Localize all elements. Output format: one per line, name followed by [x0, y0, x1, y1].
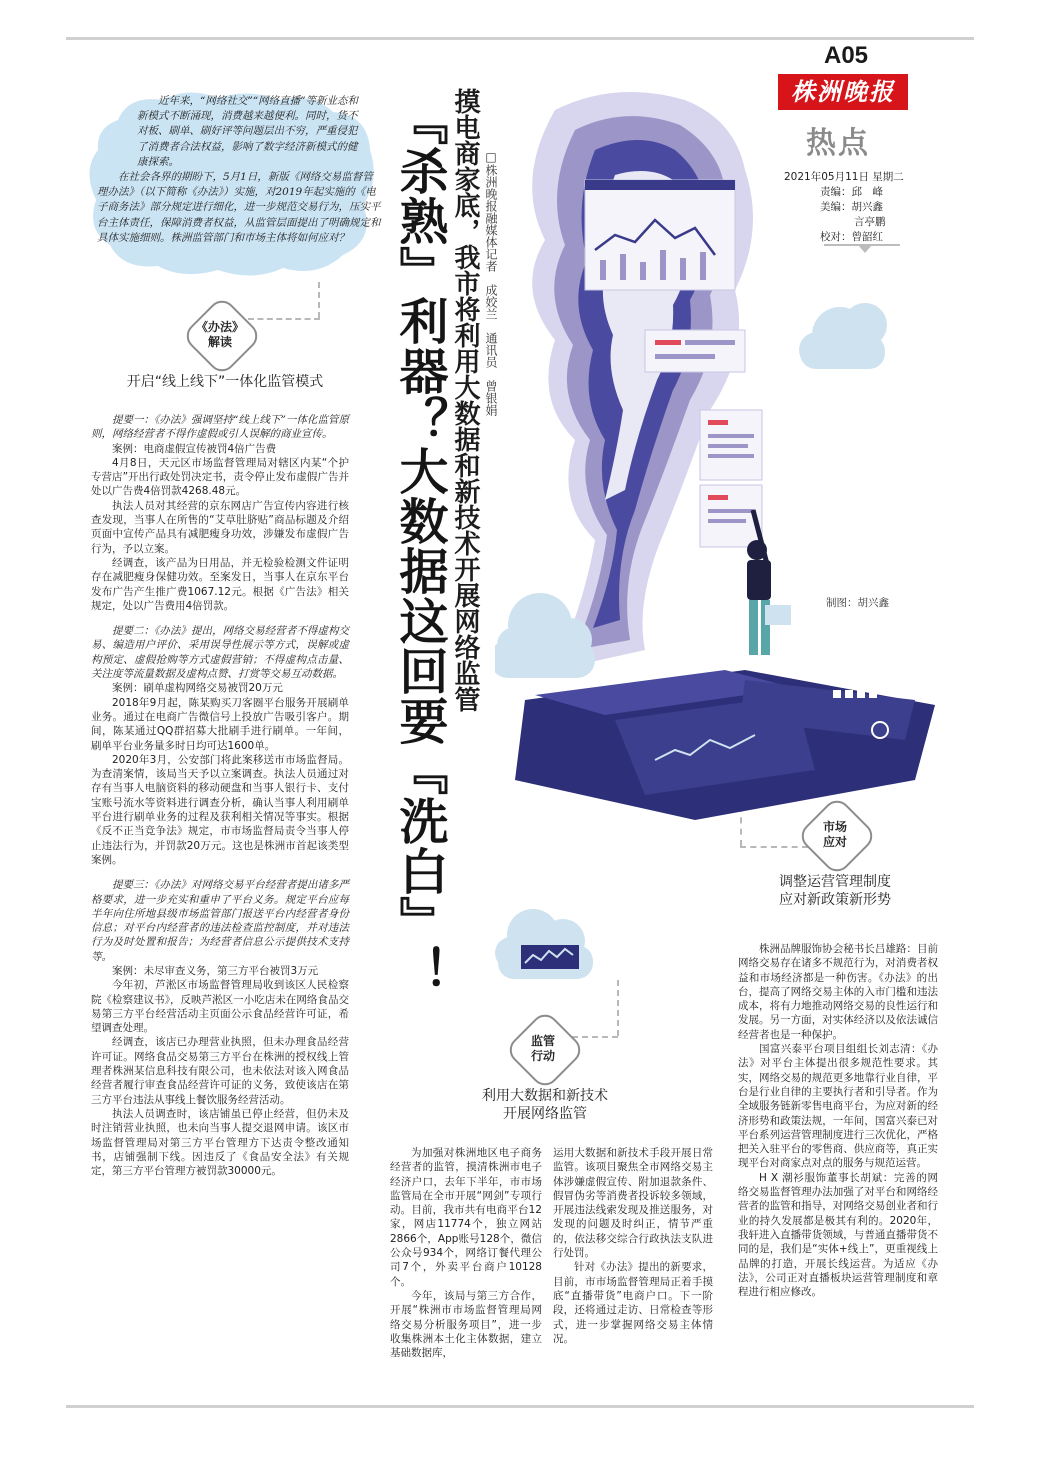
section-tag-label: 市场 应对 — [822, 820, 847, 849]
proofreader: 校对：曾韶红 — [820, 231, 883, 243]
page-number: A05 — [823, 42, 869, 69]
section-heading: 利用大数据和新技术 开展网络监管 — [482, 1088, 608, 1122]
connector-line — [248, 318, 320, 320]
subheadline: 摸电商家底，我市将利用大数据和新技术开展网络监管 — [450, 88, 480, 712]
editor: 责编：邱 峰 — [820, 186, 883, 198]
paragraph: 今年初，芦淞区市场监督管理局收到该区人民检察院《检察建议书》，反映芦淞区一小吃店未在网络食品交易第三方平台经营活动主页面公示食品经营许可证，希望调查处理。 — [91, 979, 349, 1035]
section-body-regulatory-action-col1 — [390, 1146, 542, 1360]
byline: □株洲晚报融媒体记者 成姣兰 通讯员 曾银娟 — [484, 150, 498, 416]
top-rule — [66, 37, 974, 40]
section-title: 热点 — [806, 126, 870, 161]
data-cloud-icon — [493, 905, 603, 985]
edition-date: 2021年05月11日 星期二 — [784, 171, 904, 183]
section-body-market-response — [738, 942, 938, 1299]
masthead-logo: 株洲晚报 — [778, 74, 908, 110]
paragraph: 提要二：《办法》提出，网络交易经营者不得虚构交易、编造用户评价、采用误导性展示等方式，误解或虚构预定、虚假抢购等方式虚假营销；不得虚构点击量、关注度等流量数据及虚构点赞、打赏等交易互动数据。 — [91, 625, 349, 681]
paragraph: 4月8日，天元区市场监督管理局对辖区内某“个护专营店”开出行政处罚决定书，责令停止发布虚假广告并处以广告费4倍罚款4268.48元。 — [91, 456, 349, 498]
section-heading: 开启“线上线下”一体化监管模式 — [126, 374, 324, 390]
designers: 美编：胡兴鑫 — [820, 201, 883, 213]
paragraph: 2020年3月，公安部门将此案移送市市场监督局。为查清案情，该局当天予以立案调查。执法人员通过对存有当事人电脑资料的移动硬盘和当事人银行卡、支付宝账号流水等资料进行调查分析，确认当事人利用刷单平台进行刷单业务的过程及获利相关情况等事实。根据《反不正当竞争法》规定，市市场监督局责令当事人停止违法行为，并罚款20万元。这也是株洲市首起该类型案例。 — [91, 753, 349, 866]
intro-paragraph: 在社会各界的期盼下，5月1日，新版《网络交易监督管理办法》（以下简称《办法》）实施，对2019年起实施的《电子商务法》部分规定进行细化，进一步规范交易行为，压实平台主体责任，保障消费者权益，从监管层面提出了明确规定和具体实施细则。株洲监管部门和市场主体将如何应对？ — [97, 171, 381, 244]
intro-paragraph: 近年来，“网络社交”“网络直播”等新业态和新模式不断涌现，消费越来越便利。同时，货不对板、刷单、刷好评等问题层出不穷，严重侵犯了消费者合法权益，影响了数字经济新模式的健康探索。 — [137, 95, 358, 168]
paragraph: 案例：未尽审查义务，第三方平台被罚3万元 — [112, 964, 319, 977]
section-tag-label: 监管 行动 — [530, 1034, 555, 1063]
section-heading: 调整运营管理制度 应对新政策新形势 — [779, 874, 891, 908]
illustration-credit: 制图：胡兴鑫 — [826, 597, 889, 609]
paragraph: 提要三：《办法》对网络交易平台经营者提出诸多严格要求，进一步充实和重申了平台义务。规定平台应每半年向住所地县级市场监管部门报送平台内经营者身份信息；对平台内经营者的违法检查监控制度，并对违法行为及时处置和报告；为经营者信息公示提供技术支持等。 — [91, 879, 349, 963]
paragraph: H X 潮衫服饰董事长胡斌：完善的网络交易监督管理办法加强了对平台和网络经营者的监管和指导，对网络交易创业者和行业的持久发展都是极其有利的。2020年，我轩进入直播带货领域，与普通直播带货不同的是，我们是“实体+线上”，更重视线上品牌的打造，开展长线运营。为适应《办法》，公司正对直播板块运营管理制度和章程进行相应修改。 — [738, 1171, 938, 1299]
designers-2: 言亭鹏 — [854, 216, 886, 228]
paragraph: 执法人员调查时，该店铺虽已停止经营，但仍未及时注销营业执照，也未向当事人提交退网申请。该区市场监督管理局对第三方平台管理方下达责令整改通知书，店铺强制下线。因违反了《食品安全法》有关规定，第三方平台管理方被罚款30000元。 — [91, 1107, 349, 1178]
paragraph: 今年，该局与第三方合作，开展“株洲市市场监督管理局网络交易分析服务项目”，进一步收集株洲本土化主体数据，建立基础数据库， — [390, 1289, 542, 1360]
section-body-interpretation — [91, 413, 349, 1178]
paragraph: 案例：刷单虚构网络交易被罚20万元 — [112, 682, 283, 695]
section-tag-label: 《办法》 解读 — [195, 320, 244, 349]
connector-line — [617, 980, 619, 1036]
paragraph: 提要一：《办法》强调坚持“线上线下”一体化监管原则，网络经营者不得作虚假或引人误解的商业宣传。 — [91, 414, 349, 441]
paragraph: 经调查，该产品为日用品，并无检验检测文件证明存在减肥瘦身保健功效。至案发日，当事人在京东平台发布广告产生推广费1067.12元。根据《广告法》相关规定，处以广告费用4倍罚款。 — [91, 556, 349, 612]
paragraph: 株洲品牌服饰协会秘书长吕雄路：目前网络交易存在诸多不规范行为，对消费者权益和市场经济都是一种伤害。《办法》的出台，提高了网络交易主体的入市门槛和违法成本，将有力地推动网络交易的良性运行和发展。另一方面，对实体经济以及依法诚信经营者也是一种保护。 — [738, 943, 938, 1041]
paragraph: 经调查，该店已办理营业执照，但未办理食品经营许可证。网络食品交易第三方平台在株洲的授权线上管理者株洲某信息科技有限公司，也未依法对该入网食品经营者履行审查食品经营许可证的义务，致使该店在第三方平台违法从事线上餐饮服务经营活动。 — [91, 1036, 349, 1106]
headline: 『杀熟』利器？大数据这回要『洗白』！ — [392, 96, 450, 996]
paragraph: 针对《办法》提出的新要求，目前，市市场监督管理局正着手摸底“直播带货”电商户口。下一阶段，还将通过走访、日常检查等形式，进一步掌握网络交易主体情况。 — [553, 1261, 713, 1345]
big-data-illustration — [495, 80, 965, 850]
bottom-rule — [66, 1405, 974, 1408]
paragraph: 2018年9月起，陈某购买刀客圈平台服务开展刷单业务。通过在电商广告微信号上投放广告吸引客户。期间，陈某通过QQ群招募大批刷手进行刷单。一年间，刷单平台业务量多时日均可达1600单。 — [91, 696, 349, 752]
paragraph: 国富兴泰平台项目组组长刘志清：《办法》对平台主体提出很多规范性要求。其实，网络交易的规范更多地靠行业自律，平台是行业自律的主要执行者和引导者。作为全域服务链新零售电商平台，为应对新的经济形势和政策法规，一年间，国富兴泰已对平台系列运营管理制度进行三次优化，严格把关入驻平台的零售商、供应商等，真正实现平台对商家点对点的服务与规范运营。 — [738, 1043, 938, 1170]
section-body-regulatory-action-col2 — [553, 1146, 713, 1346]
intro-text — [97, 94, 382, 246]
paragraph-continued: 运用大数据和新技术手段开展日常监管。该项目聚焦全市网络交易主体涉嫌虚假宣传、附加退款条件、假冒伪劣等消费者投诉较多领域，开展违法线索发现及推送服务，对发现的问题及时纠正，情节严重的，依法移交综合行政执法支队进行处罚。 — [553, 1147, 713, 1260]
paragraph: 执法人员对其经营的京东网店广告宣传内容进行核查发现，当事人在所售的“艾草肚脐贴”商品标题及介绍页面中宣传产品具有减肥瘦身功效，涉嫌发布虚假广告行为，予以立案。 — [91, 499, 349, 555]
paragraph: 案例：电商虚假宣传被罚4倍广告费 — [112, 442, 277, 455]
paragraph: 为加强对株洲地区电子商务经营者的监管，摸清株洲市电子经济户口，去年下半年，市市场监管局在全市开展“网剑”专项行动。目前，我市共有电商平台12家，网店11774个，独立网站2866个，App账号128个，微信公众号934个，网络订餐代理公司7个，外卖平台商户10128个。 — [390, 1147, 542, 1288]
connector-line — [318, 282, 320, 318]
